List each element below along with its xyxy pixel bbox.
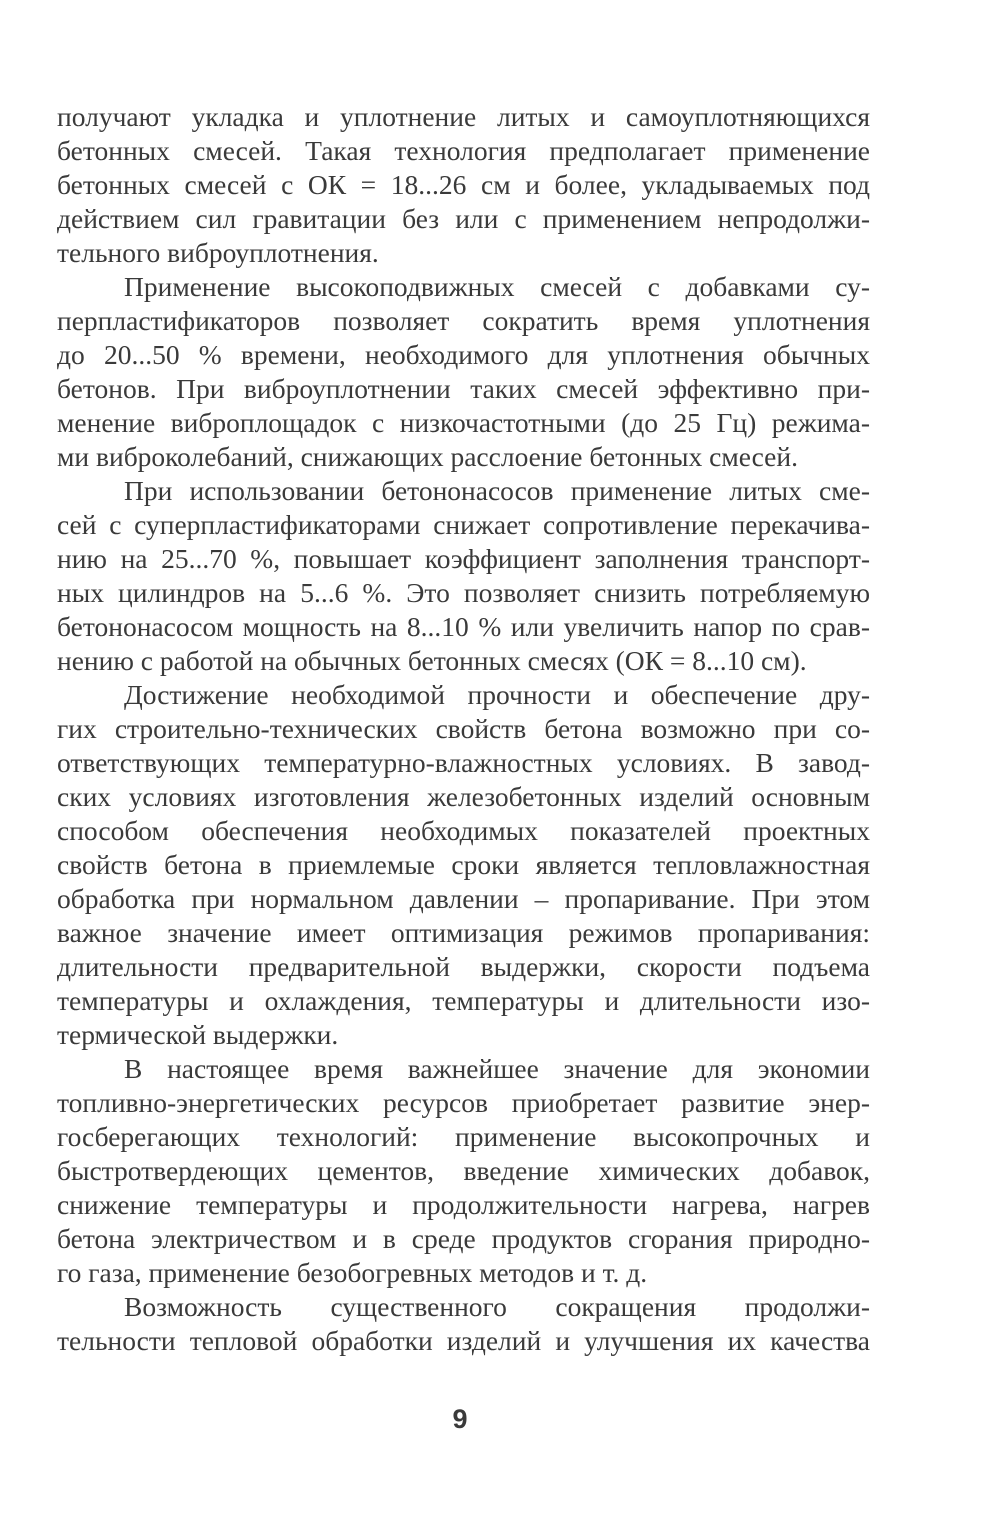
- text-line: Достижение необходимой прочности и обеспечение дру-: [124, 679, 870, 710]
- text-line: снижение температуры и продолжительности нагрева, нагрев: [57, 1189, 870, 1220]
- text-line: ных цилиндров на 5...6 %. Это позволяет снизить потребляемую: [57, 577, 870, 608]
- text-line: бетонных смесей с ОК = 18...26 см и более, укладываемых под: [57, 169, 870, 200]
- text-line: гих строительно-технических свойств бетона возможно при со-: [57, 713, 870, 744]
- text-line: свойств бетона в приемлемые сроки является тепловлажностная: [57, 849, 870, 880]
- text-line: тельного виброуплотнения.: [57, 237, 379, 268]
- text-line: получают укладка и уплотнение литых и самоуплотняющихся: [57, 101, 870, 132]
- text-line: температуры и охлаждения, температуры и длительности изо-: [57, 985, 870, 1016]
- text-line: способом обеспечения необходимых показателей проектных: [57, 815, 870, 846]
- text-line: обработка при нормальном давлении – пропаривание. При этом: [57, 883, 870, 914]
- text-line: менение виброплощадок с низкочастотными (до 25 Гц) режима-: [57, 407, 870, 438]
- text-line: топливно-энергетических ресурсов приобретает развитие энер-: [57, 1087, 870, 1118]
- text-line: сей с суперпластификаторами снижает сопротивление перекачива-: [57, 509, 870, 540]
- text-line: ответствующих температурно-влажностных условиях. В завод-: [57, 747, 870, 778]
- text-line: ми виброколебаний, снижающих расслоение бетонных смесей.: [57, 441, 798, 472]
- text-line: го газа, применение безобогревных методов и т. д.: [57, 1257, 648, 1288]
- text-line: важное значение имеет оптимизация режимов пропаривания:: [57, 917, 870, 948]
- paragraph: [57, 270, 870, 474]
- paragraph: [57, 474, 870, 678]
- text-line: бетона электричеством и в среде продуктов сгорания природно-: [57, 1223, 870, 1254]
- text-line: Возможность существенного сокращения продолжи-: [124, 1291, 870, 1322]
- text-line: термической выдержки.: [57, 1019, 339, 1050]
- text-line: действием сил гравитации без или с применением непродолжи-: [57, 203, 870, 234]
- page-number: 9: [452, 1404, 468, 1434]
- text-line: до 20...50 % времени, необходимого для уплотнения обычных: [57, 339, 870, 370]
- text-line: Применение высокоподвижных смесей с добавками су-: [124, 271, 870, 302]
- text-line: ских условиях изготовления железобетонных изделий основным: [57, 781, 870, 812]
- text-line: нению с работой на обычных бетонных смесях (ОК = 8...10 см).: [57, 645, 807, 676]
- text-line: тельности тепловой обработки изделий и улучшения их качества: [57, 1325, 870, 1356]
- text-line: бетононасосом мощность на 8...10 % или увеличить напор по срав-: [57, 611, 870, 642]
- text-line: перпластификаторов позволяет сократить время уплотнения: [57, 305, 870, 336]
- text-line: госберегающих технологий: применение высокопрочных и: [57, 1121, 870, 1152]
- paragraph: [57, 678, 870, 1052]
- text-line: бетонных смесей. Такая технология предполагает применение: [57, 135, 870, 166]
- text-line: длительности предварительной выдержки, скорости подъема: [57, 951, 870, 982]
- text-line: нию на 25...70 %, повышает коэффициент заполнения транспорт-: [57, 543, 870, 574]
- paragraph: [57, 1290, 870, 1358]
- paragraph: [57, 1052, 870, 1290]
- text-line: При использовании бетононасосов применение литых сме-: [124, 475, 870, 506]
- text-line: бетонов. При виброуплотнении таких смесей эффективно при-: [57, 373, 870, 404]
- body-text: [57, 100, 870, 1358]
- paragraph: [57, 100, 870, 270]
- text-line: В настоящее время важнейшее значение для экономии: [124, 1053, 870, 1084]
- text-line: быстротвердеющих цементов, введение химических добавок,: [57, 1155, 870, 1186]
